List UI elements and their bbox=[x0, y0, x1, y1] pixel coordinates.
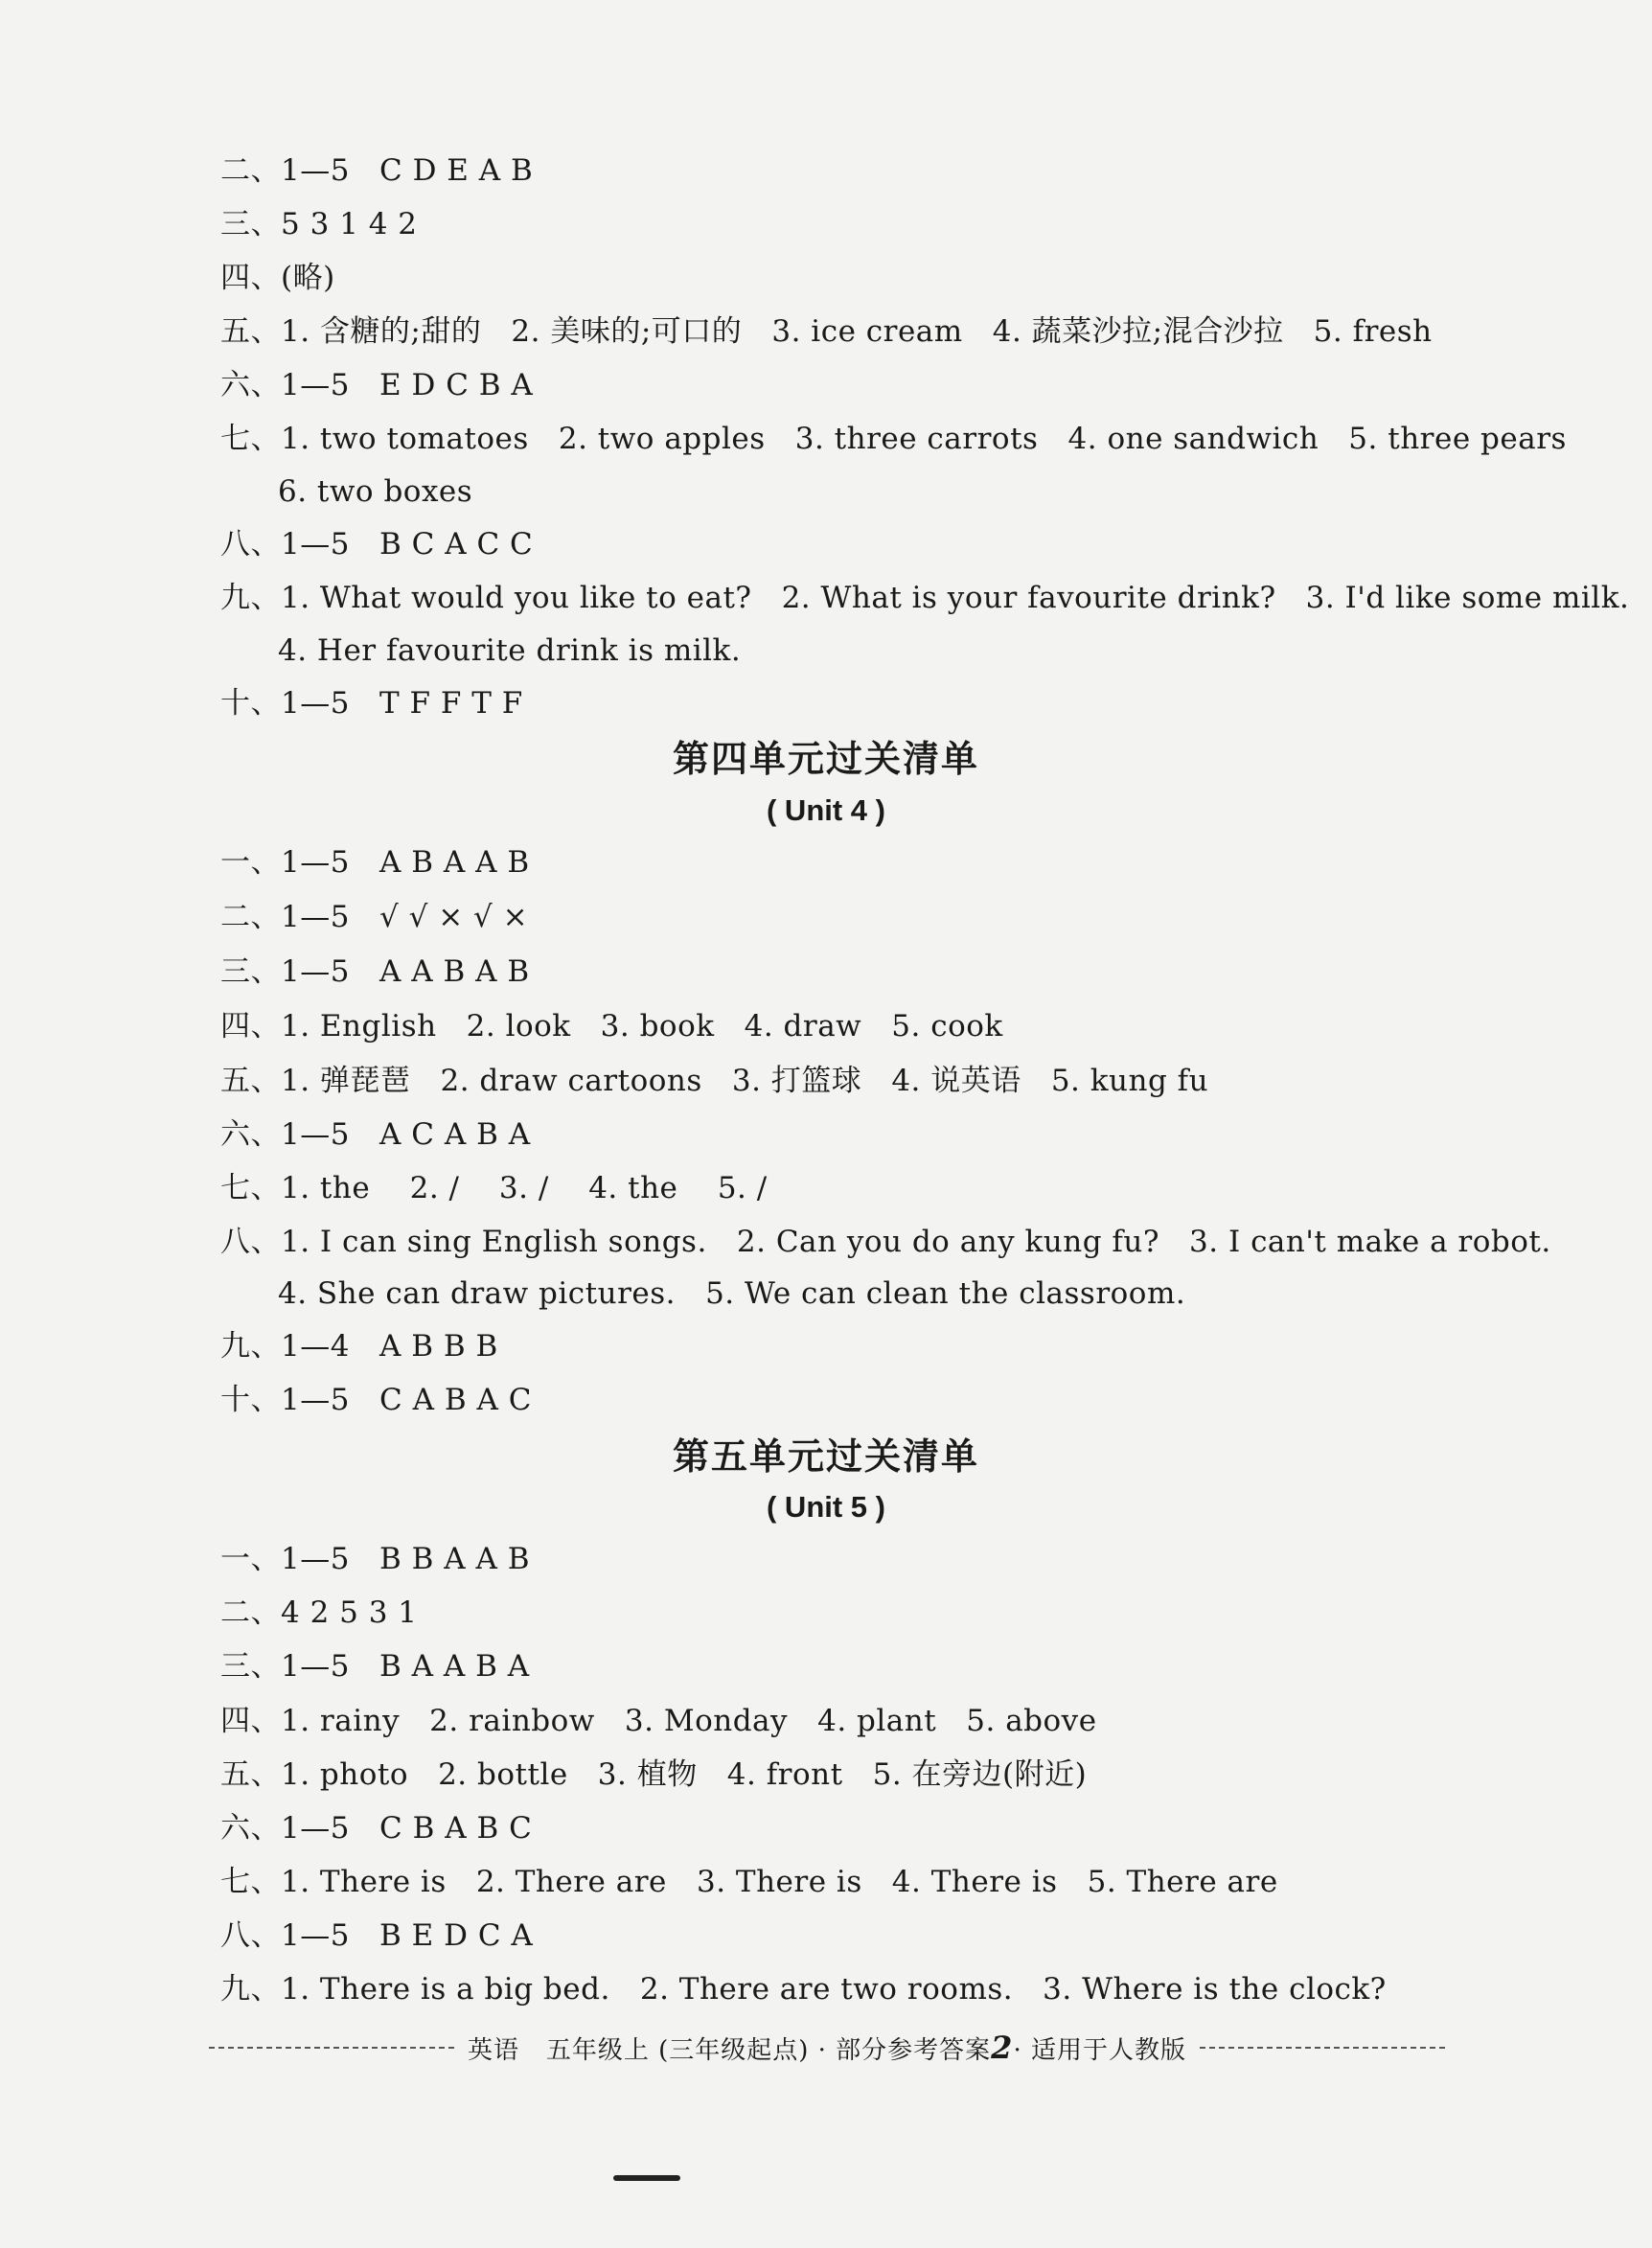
answer-line: 三、1—5 B A A B A bbox=[220, 1649, 530, 1684]
answer-line: 四、1. rainy 2. rainbow 3. Monday 4. plant 5. above bbox=[220, 1704, 1097, 1738]
answer-line: 三、5 3 1 4 2 bbox=[220, 207, 418, 241]
answer-line: 六、1—5 E D C B A bbox=[220, 368, 534, 402]
answer-line: 七、1. There is 2. There are 3. There is 4. There is 5. There are bbox=[220, 1865, 1278, 1899]
footer-label: 英语 五年级上 (三年级起点) · 部分参考答案 bbox=[468, 2036, 992, 2065]
answer-line: 十、1—5 C A B A C bbox=[220, 1383, 532, 1417]
answer-line: 四、(略) bbox=[220, 261, 335, 295]
footer-divider-left bbox=[209, 2047, 454, 2049]
answer-line: 二、4 2 5 3 1 bbox=[220, 1595, 418, 1630]
page-footer bbox=[209, 2030, 1445, 2066]
answer-line: 五、1. 含糖的;甜的 2. 美味的;可口的 3. ice cream 4. 蔬菜沙拉;混合沙拉 5. fresh bbox=[220, 314, 1433, 349]
answer-line: 四、1. English 2. look 3. book 4. draw 5. cook bbox=[220, 1009, 1003, 1044]
answer-line: 九、1—4 A B B B bbox=[220, 1329, 498, 1364]
answer-line: 九、1. What would you like to eat? 2. What is your favourite drink? 3. I'd like some milk. bbox=[220, 581, 1630, 615]
footer-suffix: · 适用于人教版 bbox=[1013, 2036, 1186, 2065]
answer-line: 一、1—5 A B A A B bbox=[220, 845, 530, 880]
answer-line: 一、1—5 B B A A B bbox=[220, 1542, 531, 1576]
unit4-subtitle: ( Unit 4 ) bbox=[767, 793, 885, 827]
answer-line: 十、1—5 T F F T F bbox=[220, 686, 523, 721]
answer-line: 二、1—5 √ √ × √ × bbox=[220, 900, 529, 934]
answer-line: 五、1. photo 2. bottle 3. 植物 4. front 5. 在旁边(附近) bbox=[220, 1757, 1088, 1792]
answer-line: 三、1—5 A A B A B bbox=[220, 954, 530, 989]
answer-line: 八、1—5 B E D C A bbox=[220, 1918, 534, 1953]
unit4-title: 第四单元过关清单 bbox=[672, 738, 979, 780]
answer-line-continued: 6. two boxes bbox=[278, 474, 473, 509]
footer-text bbox=[454, 2030, 1200, 2066]
answer-line: 五、1. 弹琵琶 2. draw cartoons 3. 打篮球 4. 说英语 5. kung fu bbox=[220, 1064, 1209, 1098]
unit5-subtitle: ( Unit 5 ) bbox=[767, 1490, 885, 1524]
answer-line: 八、1—5 B C A C C bbox=[220, 527, 534, 562]
unit5-title: 第五单元过关清单 bbox=[672, 1435, 979, 1478]
answer-line: 七、1. the 2. / 3. / 4. the 5. / bbox=[220, 1171, 768, 1205]
answer-line: 七、1. two tomatoes 2. two apples 3. three carrots 4. one sandwich 5. three pears bbox=[220, 422, 1567, 456]
page-number: 2 bbox=[991, 2030, 1014, 2066]
answer-line: 二、1—5 C D E A B bbox=[220, 153, 534, 188]
answer-line-continued: 4. She can draw pictures. 5. We can clean the classroom. bbox=[278, 1276, 1186, 1311]
answer-line: 六、1—5 C B A B C bbox=[220, 1811, 533, 1846]
print-mark bbox=[613, 2175, 680, 2181]
answer-line-continued: 4. Her favourite drink is milk. bbox=[278, 633, 742, 668]
answer-line: 六、1—5 A C A B A bbox=[220, 1117, 531, 1152]
footer-divider-right bbox=[1200, 2047, 1445, 2049]
answer-line: 八、1. I can sing English songs. 2. Can you do any kung fu? 3. I can't make a robot. bbox=[220, 1225, 1551, 1259]
answer-line: 九、1. There is a big bed. 2. There are two rooms. 3. Where is the clock? bbox=[220, 1972, 1387, 2007]
